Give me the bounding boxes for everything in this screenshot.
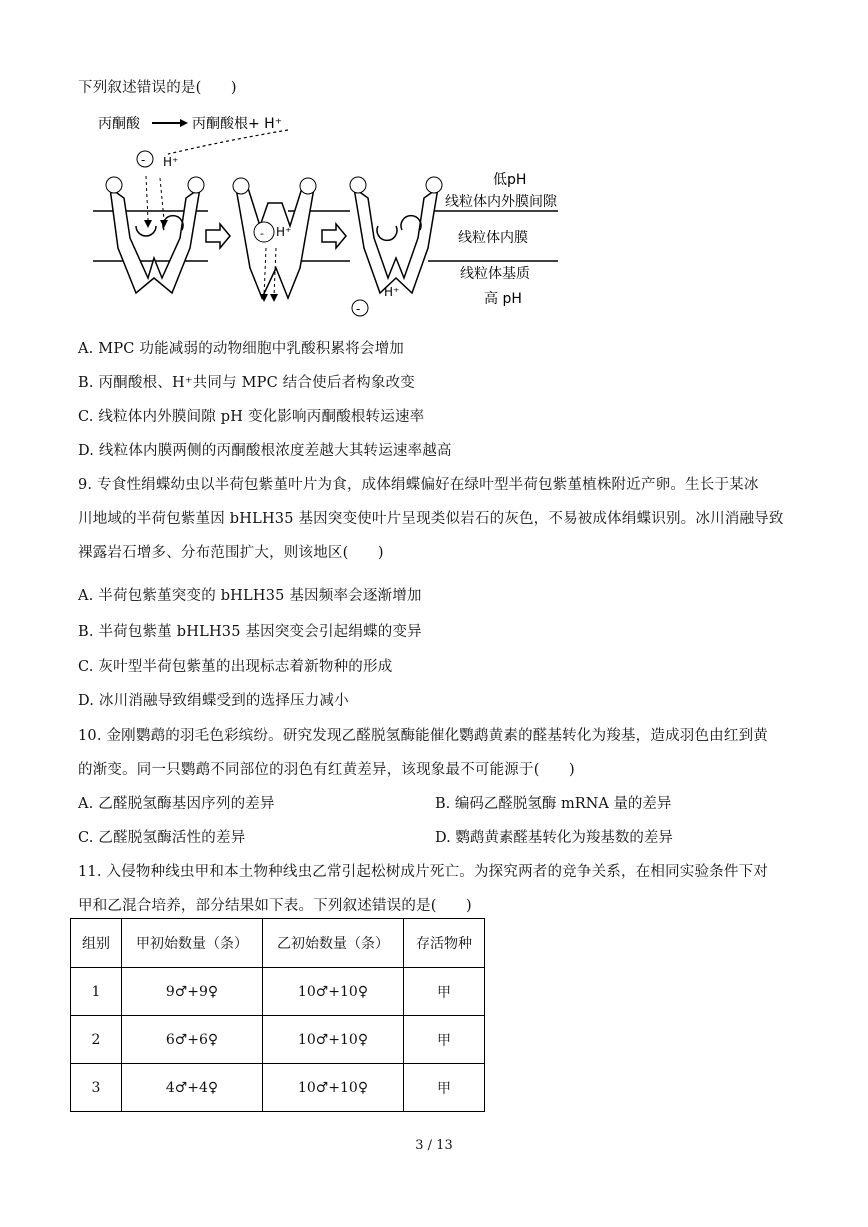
- table-header-yi: 乙初始数量（条）: [263, 919, 404, 968]
- q10-option-c: C. 乙醛脱氢酶活性的差异: [78, 830, 246, 846]
- table-cell: 1: [71, 968, 122, 1016]
- q11-stem-line-2: 甲和乙混合培养，部分结果如下表。下列叙述错误的是( ): [78, 898, 472, 914]
- transition-arrow-1: [206, 224, 230, 248]
- svg-text:-: -: [141, 153, 146, 167]
- high-ph-label: 高 pH: [484, 291, 522, 307]
- q9-stem-line-1: 9. 专食性绢蝶幼虫以半荷包紫堇叶片为食，成体绢蝶偏好在绿叶型半荷包紫堇植株附近产卵。生长于某冰: [78, 477, 759, 493]
- table-header-jia: 甲初始数量（条）: [122, 919, 263, 968]
- svg-text:H⁺: H⁺: [276, 225, 292, 239]
- table-cell: 甲: [404, 968, 485, 1016]
- reaction-right-label: 丙酮酸根+ H⁺: [192, 116, 283, 132]
- matrix-label: 线粒体基质: [460, 266, 530, 282]
- transporter-state-3-icon: [350, 177, 442, 293]
- mpc-transport-diagram: [88, 108, 588, 323]
- q10-stem-line-2: 的渐变。同一只鹦鹉不同部位的羽色有红黄差异，该现象最不可能源于( ): [78, 762, 575, 778]
- h-plus-label-top: H⁺: [163, 155, 179, 169]
- q8-option-c: C. 线粒体内外膜间隙 pH 变化影响丙酮酸根转运速率: [78, 409, 425, 425]
- q9-option-c: C. 灰叶型半荷包紫堇的出现标志着新物种的形成: [78, 659, 393, 675]
- table-row: [71, 968, 485, 1016]
- low-ph-label: 低pH: [493, 172, 527, 188]
- inner-membrane-label: 线粒体内膜: [458, 230, 528, 246]
- table-cell: 9♂+9♀: [122, 968, 263, 1016]
- table-cell: 10♂+10♀: [263, 1064, 404, 1112]
- q8-option-b: B. 丙酮酸根、H⁺共同与 MPC 结合使后者构象改变: [78, 375, 415, 391]
- q10-stem-line-1: 10. 金刚鹦鹉的羽毛色彩缤纷。研究发现乙醛脱氢酶能催化鹦鹉黄素的醛基转化为羧基，造成羽色由红到黄: [78, 728, 768, 744]
- table-cell: 10♂+10♀: [263, 968, 404, 1016]
- table-header-survivor: 存活物种: [404, 919, 485, 968]
- q9-option-a: A. 半荷包紫堇突变的 bHLH35 基因频率会逐渐增加: [78, 588, 422, 604]
- q10-option-b: B. 编码乙醛脱氢酶 mRNA 量的差异: [435, 796, 672, 812]
- table-cell: 3: [71, 1064, 122, 1112]
- table-cell: 10♂+10♀: [263, 1016, 404, 1064]
- q9-option-d: D. 冰川消融导致绢蝶受到的选择压力减小: [78, 693, 349, 709]
- q8-option-d: D. 线粒体内膜两侧的丙酮酸根浓度差越大其转运速率越高: [78, 443, 452, 459]
- h-plus-path-arrow: [168, 130, 288, 154]
- table-cell: 6♂+6♀: [122, 1016, 263, 1064]
- intermembrane-label: 线粒体内外膜间隙: [445, 194, 557, 210]
- q8-option-a: A. MPC 功能减弱的动物细胞中乳酸积累将会增加: [78, 341, 404, 357]
- table-cell: 2: [71, 1016, 122, 1064]
- svg-text:-: -: [356, 302, 361, 316]
- q10-option-a: A. 乙醛脱氢酶基因序列的差异: [78, 796, 275, 812]
- q11-stem-line-1: 11. 入侵物种线虫甲和本土物种线虫乙常引起松树成片死亡。为探究两者的竞争关系，在相同实验条件下对: [78, 864, 768, 880]
- table-row: [71, 1016, 485, 1064]
- question-8-intro: 下列叙述错误的是( ): [78, 80, 237, 96]
- svg-text:-: -: [260, 227, 264, 240]
- transition-arrow-2: [322, 224, 346, 248]
- table-cell: 甲: [404, 1064, 485, 1112]
- page-number: 3 / 13: [415, 1138, 453, 1153]
- q9-option-b: B. 半荷包紫堇 bHLH35 基因突变会引起绢蝶的变异: [78, 624, 422, 640]
- table-cell: 甲: [404, 1016, 485, 1064]
- reaction-left-label: 丙酮酸: [98, 116, 140, 132]
- transporter-state-2-icon: [233, 178, 316, 302]
- table-cell: 4♂+4♀: [122, 1064, 263, 1112]
- table-header-group: 组别: [71, 919, 122, 968]
- q10-option-d: D. 鹦鹉黄素醛基转化为羧基数的差异: [435, 830, 673, 846]
- q9-stem-line-3: 裸露岩石增多、分布范围扩大，则该地区( ): [78, 545, 384, 561]
- h-plus-label-bottom: H⁺: [384, 285, 400, 299]
- nematode-competition-table: [70, 918, 485, 1112]
- transporter-state-1-icon: [106, 176, 204, 293]
- table-header-row: [71, 919, 485, 968]
- table-row: [71, 1064, 485, 1112]
- q9-stem-line-2: 川地域的半荷包紫堇因 bHLH35 基因突变使叶片呈现类似岩石的灰色，不易被成体绢蝶识别。冰川消融导致: [78, 511, 784, 527]
